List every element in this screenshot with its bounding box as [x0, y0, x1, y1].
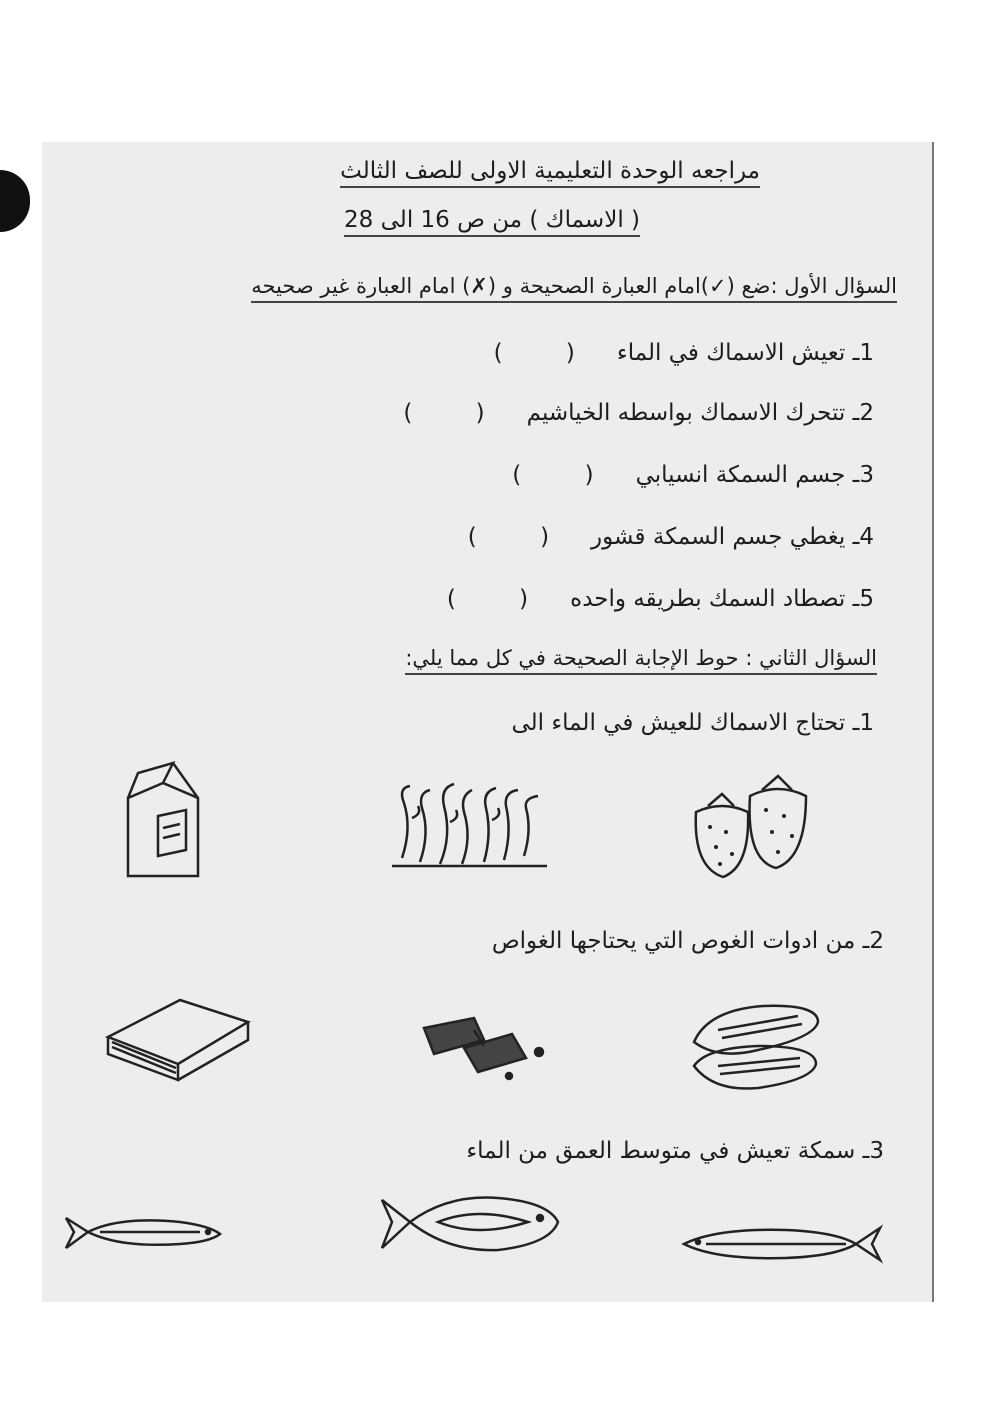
- q1-item-5-answer-box[interactable]: ( ): [446, 586, 557, 612]
- q2-item-1-text: 1ـ تحتاج الاسماك للعيش في الماء الى: [511, 710, 874, 736]
- binoculars-picture[interactable]: [414, 1010, 559, 1085]
- milk-carton-picture[interactable]: [118, 758, 208, 883]
- q1-item-4: [468, 522, 874, 552]
- q1-item-1-answer-box[interactable]: ( ): [493, 340, 603, 366]
- q1-item-2: [403, 398, 874, 428]
- q1-item-3-text: 3ـ جسم السمكة انسيابي: [635, 462, 874, 488]
- long-fish-picture[interactable]: [676, 1220, 886, 1265]
- small-fish-picture[interactable]: [60, 1210, 225, 1255]
- q1-item-3-answer-box[interactable]: ( ): [512, 462, 622, 488]
- worksheet-title: مراجعه الوحدة التعليمية الاولى للصف الثالث: [340, 156, 760, 188]
- q1-item-4-answer-box[interactable]: ( ): [467, 524, 578, 550]
- flat-fish-picture[interactable]: [378, 1192, 563, 1257]
- seaweed-picture[interactable]: [392, 778, 547, 868]
- question-2-heading: السؤال الثاني : حوط الإجابة الصحيحة في كل مما يلي:: [405, 643, 877, 675]
- q2-item-2-text: 2ـ من ادوات الغوص التي يحتاجها الغواص: [491, 928, 884, 954]
- q1-item-5-text: 5ـ تصطاد السمك بطريقه واحده: [570, 586, 874, 612]
- q2-item-3-text: 3ـ سمكة تعيش في متوسط العمق من الماء: [466, 1138, 884, 1164]
- q1-item-1: [494, 338, 874, 368]
- q1-item-1-text: 1ـ تعيش الاسماك في الماء: [616, 340, 874, 366]
- question-1-heading: السؤال الأول :ضع (✓)امام العبارة الصحيحة و (✗) امام العبارة غير صحيحه: [251, 271, 897, 303]
- worksheet-subtitle: ( الاسماك ) من ص 16 الى 28: [344, 205, 640, 237]
- swim-fins-picture[interactable]: [688, 1000, 828, 1095]
- q1-item-3: [512, 460, 874, 490]
- q1-item-5: [447, 584, 874, 614]
- ink-blot: [0, 170, 30, 232]
- strawberry-picture[interactable]: [688, 772, 813, 887]
- book-picture[interactable]: [100, 992, 255, 1082]
- q1-item-2-answer-box[interactable]: ( ): [403, 400, 513, 426]
- q1-item-2-text: 2ـ تتحرك الاسماك بواسطه الخياشيم: [526, 400, 874, 426]
- q1-item-4-text: 4ـ يغطي جسم السمكة قشور: [591, 524, 874, 550]
